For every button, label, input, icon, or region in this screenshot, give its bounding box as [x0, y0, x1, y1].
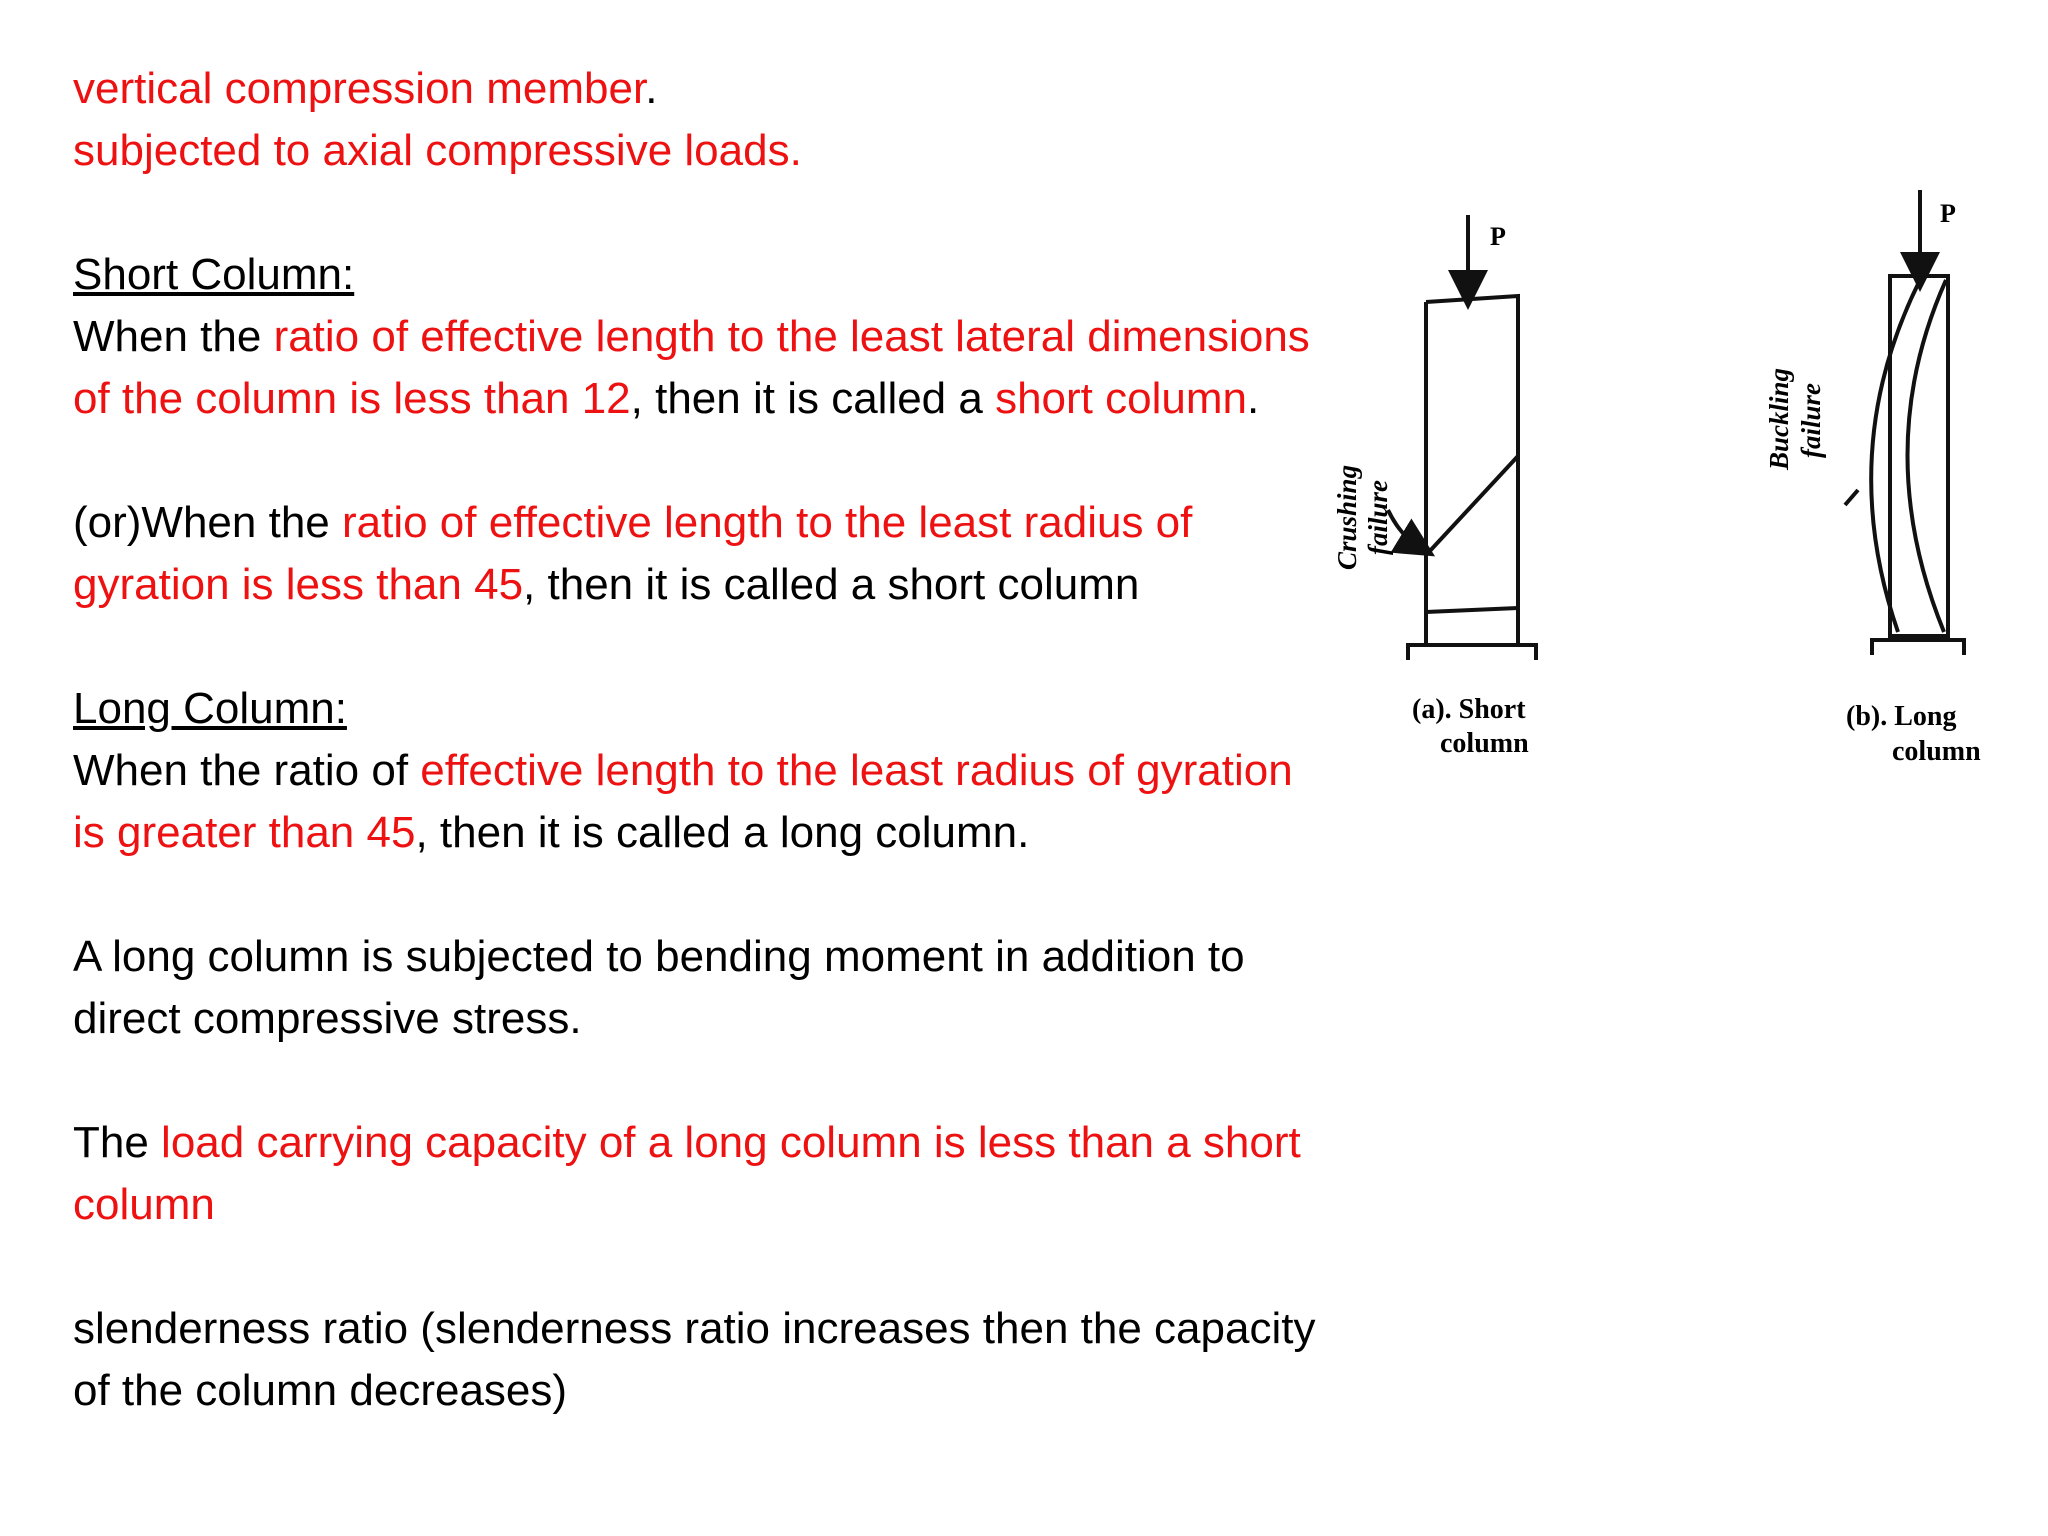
short-column-base-line — [1426, 608, 1518, 612]
buckling-failure-label: failure — [1796, 382, 1826, 458]
highlight-run: effective length to the least radius of gyration is greater than 45 — [73, 746, 1293, 857]
text-run: When the ratio of — [73, 746, 421, 795]
short-column-drawing — [1388, 215, 1536, 660]
highlight-run: short column — [995, 374, 1247, 423]
column-failure-figure — [1300, 150, 2040, 800]
buckling-label: Buckling — [1764, 367, 1794, 470]
crushing-failure-label: failure — [1363, 479, 1393, 555]
highlight-run: ratio of effective length to the least radius of gyration is less than 45 — [73, 498, 1193, 609]
caption-b-line1: (b). Long — [1846, 701, 1957, 732]
intro-definition: vertical compression member — [73, 64, 646, 113]
text-run: The — [73, 1118, 162, 1167]
short-column-heading: Short Column: — [73, 250, 355, 299]
load-label-a: P — [1490, 222, 1506, 251]
crushing-label: Crushing — [1332, 464, 1362, 570]
highlight-run: ratio of effective length to the least lateral dimensions of the column is less than 12 — [73, 312, 1310, 423]
long-column-footing — [1872, 640, 1964, 655]
short-column-alternate-definition — [73, 492, 1323, 616]
load-label-b: P — [1940, 199, 1956, 228]
highlight-run: load carrying capacity of a long column is less than a short column — [73, 1118, 1301, 1229]
caption-b-line2: column — [1892, 736, 1981, 767]
text-run: , then it is called a — [630, 374, 996, 423]
short-column-footing — [1408, 645, 1536, 660]
text-run: (or)When the — [73, 498, 342, 547]
text-run: , then it is called a short column — [523, 560, 1140, 609]
slide-text — [73, 58, 1323, 1422]
buckled-shape-inner — [1907, 280, 1946, 632]
intro-period: . — [645, 64, 658, 113]
capacity-statement — [73, 1112, 1323, 1236]
caption-a-line1: (a). Short — [1412, 694, 1526, 725]
bending-statement: A long column is subjected to bending moment in addition to direct compressive stress. — [73, 932, 1245, 1043]
intro-line-1 — [73, 58, 1323, 120]
text-run: , then it is called a long column. — [415, 808, 1030, 857]
short-column-definition — [73, 306, 1323, 430]
slenderness-statement: slenderness ratio (slenderness ratio increases then the capacity of the column decreases) — [73, 1304, 1316, 1415]
long-column-heading: Long Column: — [73, 684, 347, 733]
column-diagram — [1300, 150, 2040, 800]
long-column-drawing — [1845, 190, 1964, 655]
long-column-definition — [73, 740, 1323, 864]
text-run: . — [1246, 374, 1260, 423]
crushing-failure-plane — [1428, 456, 1518, 553]
buckled-shape-outer — [1871, 280, 1920, 632]
caption-a-line2: column — [1440, 728, 1529, 759]
text-run: When the — [73, 312, 274, 361]
buckling-pointer-tick — [1845, 490, 1858, 505]
intro-line-2: subjected to axial compressive loads. — [73, 126, 802, 175]
